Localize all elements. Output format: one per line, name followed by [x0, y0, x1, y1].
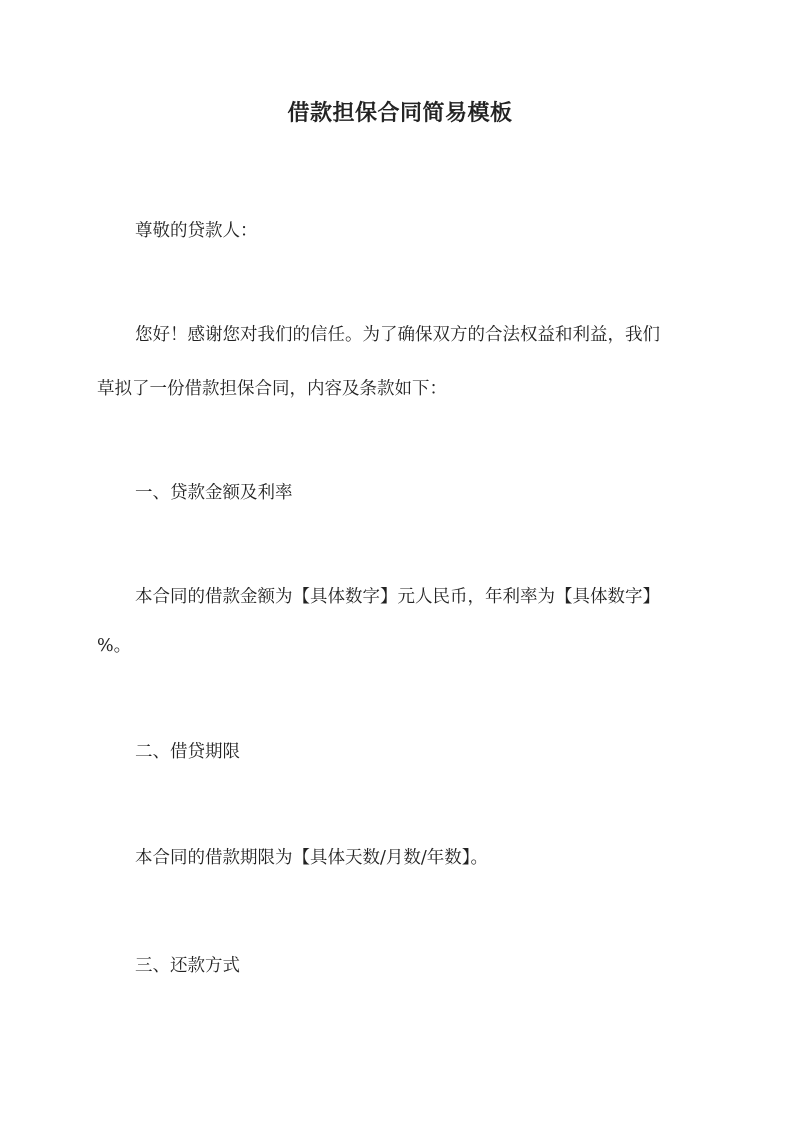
intro-paragraph-line-2: 草拟了一份借款担保合同，内容及条款如下：: [97, 379, 447, 399]
intro-paragraph-line-1: 您好！感谢您对我们的信任。为了确保双方的合法权益和利益，我们: [135, 325, 660, 345]
section-1-heading: 一、贷款金额及利率: [135, 483, 293, 503]
section-1-paragraph-line-1: 本合同的借款金额为【具体数字】元人民币，年利率为【具体数字】: [135, 587, 660, 607]
salutation: 尊敬的贷款人：: [135, 221, 258, 241]
section-1-paragraph-line-2: %。: [97, 636, 132, 656]
section-3-heading: 三、还款方式: [135, 956, 240, 976]
section-2-paragraph-line-1: 本合同的借款期限为【具体天数/月数/年数】。: [135, 848, 489, 868]
document-title: 借款担保合同简易模板: [287, 100, 513, 126]
section-2-heading: 二、借贷期限: [135, 742, 240, 762]
